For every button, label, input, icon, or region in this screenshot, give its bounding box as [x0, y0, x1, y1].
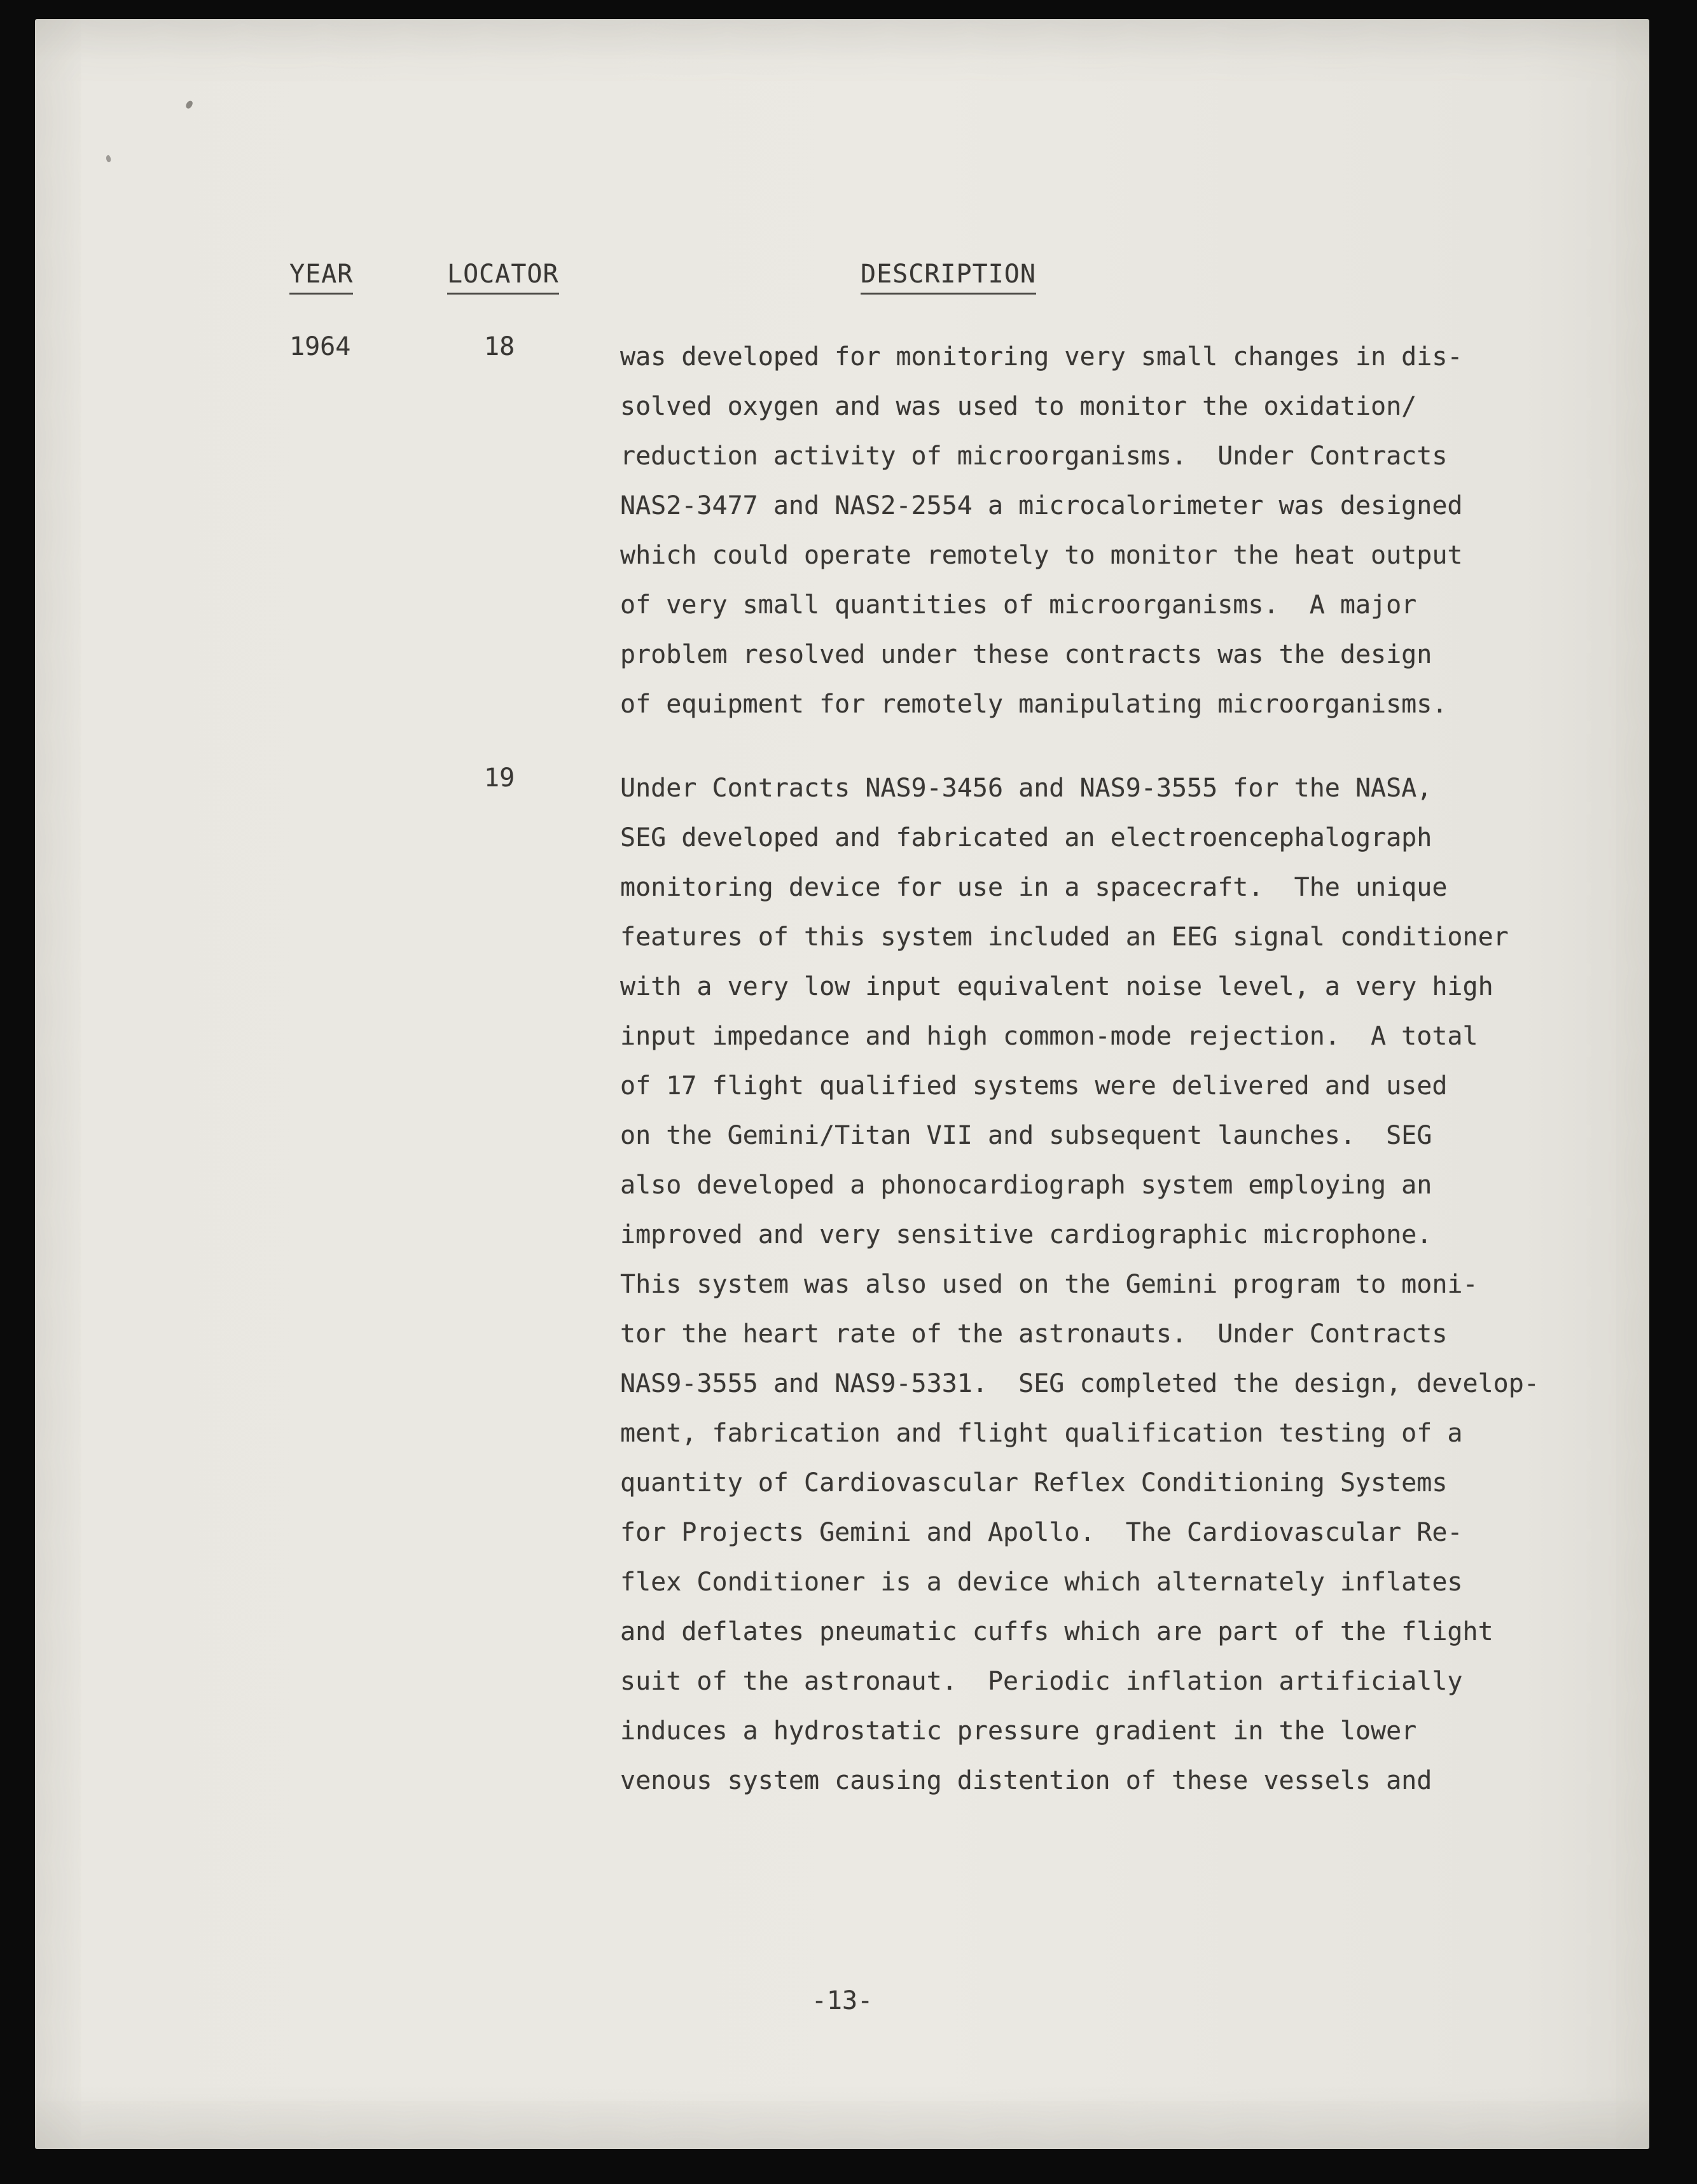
description-line: for Projects Gemini and Apollo. The Cardiovascular Re- [620, 1518, 1463, 1547]
description-line: of very small quantities of microorganisms. A major [620, 590, 1417, 620]
description-line: and deflates pneumatic cuffs which are part of the flight [620, 1617, 1493, 1646]
description-line: also developed a phonocardiograph system employing an [620, 1171, 1432, 1200]
description-line: which could operate remotely to monitor the heat output [620, 541, 1463, 570]
locator-cell: 18 [484, 332, 515, 361]
description-line: This system was also used on the Gemini program to moni- [620, 1270, 1478, 1299]
description-line: with a very low input equivalent noise level, a very high [620, 972, 1493, 1001]
description-line: quantity of Cardiovascular Reflex Conditioning Systems [620, 1468, 1448, 1498]
page-number: -13- [811, 1986, 873, 2015]
table-row [35, 332, 1649, 729]
description-line: NAS2-3477 and NAS2-2554 a microcalorimeter was designed [620, 491, 1463, 520]
scan-speck [185, 100, 194, 110]
description-line: features of this system included an EEG signal conditioner [620, 922, 1509, 952]
scan-speck [105, 155, 111, 163]
description-line: venous system causing distention of these vessels and [620, 1766, 1432, 1795]
table-header-row [35, 260, 1649, 299]
description-cell [620, 763, 1587, 1805]
description-line: ment, fabrication and flight qualification testing of a [620, 1419, 1463, 1448]
description-line: solved oxygen and was used to monitor the oxidation/ [620, 392, 1417, 421]
year-column-header: YEAR [289, 260, 353, 295]
description-line: was developed for monitoring very small changes in dis- [620, 342, 1463, 372]
year-cell: 1964 [289, 332, 351, 361]
description-line: NAS9-3555 and NAS9-5331. SEG completed the design, develop- [620, 1369, 1539, 1398]
description-line: SEG developed and fabricated an electroencephalograph [620, 823, 1432, 852]
description-line: on the Gemini/Titan VII and subsequent launches. SEG [620, 1121, 1432, 1150]
entries [35, 332, 1649, 1805]
table-row [35, 763, 1649, 1805]
locator-column-header: LOCATOR [447, 260, 559, 295]
description-line: induces a hydrostatic pressure gradient in the lower [620, 1716, 1417, 1746]
description-column-header: DESCRIPTION [861, 260, 1036, 295]
scanned-page [35, 19, 1649, 2149]
description-line: tor the heart rate of the astronauts. Under Contracts [620, 1319, 1448, 1349]
description-line: monitoring device for use in a spacecraft. The unique [620, 873, 1448, 902]
locator-cell: 19 [484, 763, 515, 793]
description-line: input impedance and high common-mode rejection. A total [620, 1022, 1478, 1051]
description-line: reduction activity of microorganisms. Under Contracts [620, 442, 1448, 471]
description-line: of 17 flight qualified systems were delivered and used [620, 1071, 1448, 1101]
description-cell [620, 332, 1587, 729]
description-line: suit of the astronaut. Periodic inflation artificially [620, 1667, 1463, 1696]
description-line: Under Contracts NAS9-3456 and NAS9-3555 for the NASA, [620, 774, 1432, 803]
description-line: improved and very sensitive cardiographic microphone. [620, 1220, 1432, 1249]
description-line: problem resolved under these contracts was the design [620, 640, 1432, 669]
description-line: flex Conditioner is a device which alternately inflates [620, 1568, 1463, 1597]
description-line: of equipment for remotely manipulating microorganisms. [620, 690, 1448, 719]
